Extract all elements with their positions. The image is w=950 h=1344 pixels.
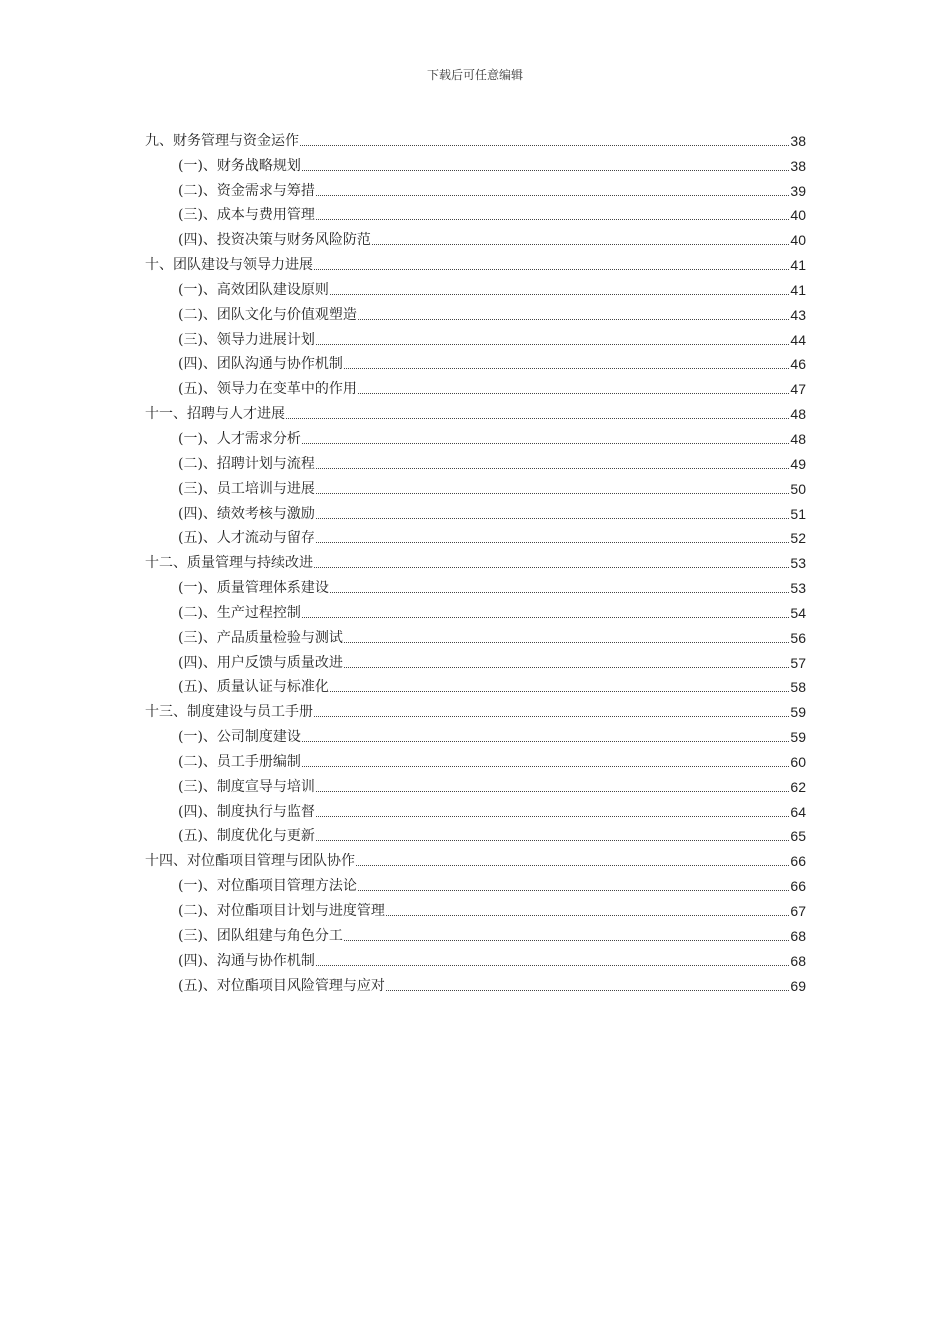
toc-section-entry[interactable] (145, 225, 806, 250)
toc-page-number: 46 (790, 356, 806, 373)
toc-dot-leader (330, 592, 789, 593)
toc-page-number: 54 (790, 604, 806, 621)
toc-dot-leader (330, 691, 789, 692)
toc-entry-label: (二)、资金需求与筹措 (178, 182, 315, 199)
toc-section-entry[interactable] (145, 772, 806, 797)
toc-page-number: 48 (790, 406, 806, 423)
toc-page-number: 59 (790, 729, 806, 746)
toc-dot-leader (358, 890, 789, 891)
toc-section-entry[interactable] (145, 374, 806, 399)
toc-page-number: 53 (790, 555, 806, 572)
toc-section-entry[interactable] (145, 623, 806, 648)
toc-page-number: 66 (790, 878, 806, 895)
toc-page-number: 68 (790, 927, 806, 944)
toc-section-entry[interactable] (145, 673, 806, 698)
toc-dot-leader (316, 542, 789, 543)
toc-page-number: 60 (790, 753, 806, 770)
toc-dot-leader (344, 368, 789, 369)
toc-section-entry[interactable] (145, 896, 806, 921)
toc-page-number: 66 (790, 853, 806, 870)
toc-page-number: 53 (790, 580, 806, 597)
toc-entry-label: (一)、人才需求分析 (178, 430, 301, 447)
toc-section-entry[interactable] (145, 350, 806, 375)
toc-dot-leader (300, 145, 789, 146)
toc-page-number: 50 (790, 480, 806, 497)
toc-section-entry[interactable] (145, 573, 806, 598)
toc-dot-leader (302, 617, 789, 618)
toc-dot-leader (316, 791, 789, 792)
toc-entry-label: (三)、领导力进展计划 (178, 331, 315, 348)
toc-entry-label: 九、财务管理与资金运作 (145, 132, 299, 149)
toc-dot-leader (314, 269, 789, 270)
toc-entry-label: (二)、招聘计划与流程 (178, 455, 315, 472)
toc-entry-label: (三)、团队组建与角色分工 (178, 927, 343, 944)
toc-dot-leader (316, 219, 789, 220)
toc-entry-label: (五)、人才流动与留存 (178, 530, 315, 547)
toc-section-entry[interactable] (145, 971, 806, 996)
toc-section-entry[interactable] (145, 499, 806, 524)
toc-entry-label: 十、团队建设与领导力进展 (145, 257, 313, 274)
toc-section-entry[interactable] (145, 797, 806, 822)
toc-dot-leader (358, 393, 789, 394)
toc-page-number: 40 (790, 232, 806, 249)
toc-chapter-entry[interactable] (145, 126, 806, 151)
toc-section-entry[interactable] (145, 598, 806, 623)
toc-entry-label: (五)、制度优化与更新 (178, 828, 315, 845)
toc-page-number: 56 (790, 629, 806, 646)
toc-dot-leader (316, 344, 789, 345)
page-header: 下载后可任意编辑 (426, 68, 523, 82)
toc-entry-label: (二)、对位酯项目计划与进度管理 (178, 903, 385, 919)
toc-chapter-entry[interactable] (145, 548, 806, 573)
toc-dot-leader (286, 418, 789, 419)
toc-page-number: 58 (790, 679, 806, 696)
toc-entry-label: (二)、生产过程控制 (178, 604, 301, 621)
toc-page-number: 64 (790, 803, 806, 820)
toc-section-entry[interactable] (145, 474, 806, 499)
toc-page-number: 51 (790, 505, 806, 522)
toc-dot-leader (302, 741, 789, 742)
toc-page-number: 69 (790, 977, 806, 994)
toc-entry-label: (四)、制度执行与监督 (178, 803, 315, 820)
toc-chapter-entry[interactable] (145, 846, 806, 871)
toc-entry-label: (四)、团队沟通与协作机制 (178, 356, 343, 373)
toc-page-number: 41 (790, 257, 806, 274)
toc-dot-leader (386, 915, 789, 916)
toc-entry-label: (三)、员工培训与进展 (178, 480, 315, 497)
toc-section-entry[interactable] (145, 300, 806, 325)
toc-dot-leader (302, 766, 789, 767)
toc-section-entry[interactable] (145, 921, 806, 946)
toc-chapter-entry[interactable] (145, 399, 806, 424)
toc-dot-leader (316, 965, 789, 966)
toc-page-number: 38 (790, 157, 806, 174)
toc-page-number: 62 (790, 778, 806, 795)
toc-page-number: 41 (790, 281, 806, 298)
toc-entry-label: (五)、质量认证与标准化 (178, 679, 329, 696)
toc-dot-leader (314, 716, 789, 717)
toc-dot-leader (316, 518, 789, 519)
toc-entry-label: (三)、制度宣导与培训 (178, 778, 315, 795)
toc-section-entry[interactable] (145, 648, 806, 673)
toc-section-entry[interactable] (145, 822, 806, 847)
toc-entry-label: (二)、团队文化与价值观塑造 (178, 306, 357, 323)
toc-dot-leader (386, 990, 789, 991)
toc-dot-leader (316, 195, 789, 196)
toc-entry-label: (一)、财务战略规划 (178, 157, 301, 174)
toc-page-number: 38 (790, 132, 806, 149)
toc-dot-leader (344, 667, 789, 668)
toc-section-entry[interactable] (145, 747, 806, 772)
toc-section-entry[interactable] (145, 201, 806, 226)
toc-page-number: 57 (790, 654, 806, 671)
toc-page-number: 68 (790, 952, 806, 969)
toc-entry-label: (一)、对位酯项目管理方法论 (178, 878, 357, 895)
toc-page-number: 65 (790, 828, 806, 845)
toc-entry-label: 十一、招聘与人才进展 (145, 406, 285, 423)
toc-entry-label: (一)、高效团队建设原则 (178, 281, 329, 298)
toc-dot-leader (344, 642, 789, 643)
toc-page-number: 48 (790, 430, 806, 447)
toc-page-number: 43 (790, 306, 806, 323)
toc-entry-label: (一)、质量管理体系建设 (178, 580, 329, 597)
toc-dot-leader (316, 468, 789, 469)
toc-entry-label: (五)、对位酯项目风险管理与应对 (178, 977, 385, 994)
toc-section-entry[interactable] (145, 275, 806, 300)
toc-entry-label: (三)、成本与费用管理 (178, 207, 315, 224)
toc-page-number: 39 (790, 182, 806, 199)
toc-entry-label: (一)、公司制度建设 (178, 729, 301, 746)
toc-dot-leader (330, 294, 789, 295)
toc-entry-label: 十二、质量管理与持续改进 (145, 555, 313, 572)
toc-section-entry[interactable] (145, 449, 806, 474)
toc-page-number: 47 (790, 381, 806, 398)
toc-section-entry[interactable] (145, 946, 806, 971)
toc-dot-leader (314, 567, 789, 568)
toc-entry-label: (四)、投资决策与财务风险防范 (178, 232, 371, 249)
toc-page-number: 67 (790, 903, 806, 919)
toc-chapter-entry[interactable] (145, 250, 806, 275)
toc-page-number: 40 (790, 207, 806, 224)
toc-section-entry[interactable] (145, 524, 806, 549)
toc-section-entry[interactable] (145, 176, 806, 201)
toc-entry-label: (五)、领导力在变革中的作用 (178, 381, 357, 398)
toc-dot-leader (358, 319, 789, 320)
toc-page-number: 59 (790, 704, 806, 721)
toc-entry-label: (四)、沟通与协作机制 (178, 952, 315, 969)
toc-section-entry[interactable] (145, 871, 806, 896)
toc-entry-label: (二)、员工手册编制 (178, 753, 301, 770)
toc-dot-leader (316, 493, 789, 494)
toc-entry-label: (三)、产品质量检验与测试 (178, 629, 343, 646)
toc-entry-label: (四)、绩效考核与激励 (178, 505, 315, 522)
toc-page-number: 49 (790, 455, 806, 472)
toc-page-number: 52 (790, 530, 806, 547)
toc-dot-leader (372, 244, 789, 245)
toc-entry-label: 十四、对位酯项目管理与团队协作 (145, 853, 355, 870)
toc-dot-leader (356, 865, 789, 866)
toc-section-entry[interactable] (145, 722, 806, 747)
toc-section-entry[interactable] (145, 151, 806, 176)
toc-dot-leader (344, 940, 789, 941)
table-of-contents (145, 126, 806, 996)
toc-dot-leader (316, 816, 789, 817)
toc-page-number: 44 (790, 331, 806, 348)
toc-section-entry[interactable] (145, 424, 806, 449)
toc-section-entry[interactable] (145, 325, 806, 350)
toc-entry-label: 十三、制度建设与员工手册 (145, 704, 313, 721)
toc-dot-leader (316, 840, 789, 841)
toc-entry-label: (四)、用户反馈与质量改进 (178, 654, 343, 671)
toc-chapter-entry[interactable] (145, 697, 806, 722)
toc-dot-leader (302, 443, 789, 444)
toc-dot-leader (302, 170, 789, 171)
